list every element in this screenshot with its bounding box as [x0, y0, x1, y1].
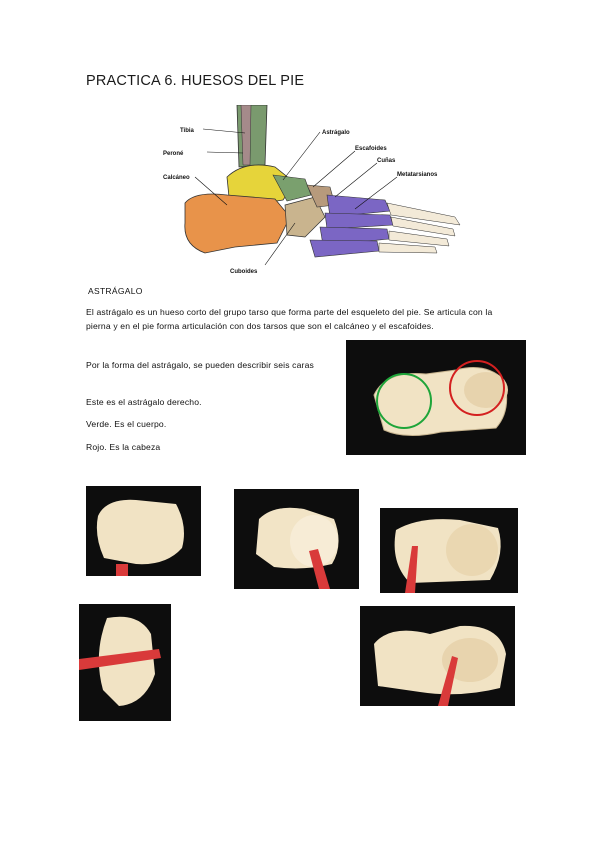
- faces-text: Por la forma del astrágalo, se pueden describir seis caras: [86, 360, 314, 370]
- talus-photo-4: [79, 604, 171, 721]
- talus-photo-main: [346, 340, 526, 455]
- foot-anatomy-diagram: [155, 105, 475, 280]
- fibula-bone: [241, 105, 251, 165]
- metatarsal-4: [310, 240, 379, 257]
- label-cunas: Cuñas: [377, 158, 396, 164]
- label-astragalo: Astrágalo: [322, 130, 350, 136]
- phalanx-4: [379, 243, 437, 253]
- label-escafoides: Escafoides: [355, 146, 387, 152]
- red-text: Rojo. Es la cabeza: [86, 442, 161, 452]
- talus-photo-2: [234, 489, 359, 589]
- intro-paragraph: El astrágalo es un hueso corto del grupo tarso que forma parte del esqueleto del pie. Se articula con la pierna y en el pie forma articulación con dos tarsos que son el calcáneo y el escafoides.: [86, 307, 493, 331]
- label-calcaneo: Calcáneo: [163, 175, 190, 181]
- label-tibia: Tibia: [180, 128, 194, 134]
- talus-photo-1: [86, 486, 201, 576]
- green-text: Verde. Es el cuerpo.: [86, 419, 167, 429]
- label-perone: Peroné: [163, 151, 184, 157]
- label-cuboides: Cuboides: [230, 269, 258, 275]
- label-metatarsianos: Metatarsianos: [397, 172, 438, 178]
- page-title: PRACTICA 6. HUESOS DEL PIE: [86, 73, 305, 89]
- side-text: Este es el astrágalo derecho.: [86, 397, 202, 407]
- section-heading: ASTRÁGALO: [88, 286, 143, 296]
- talus-photo-5: [360, 606, 515, 706]
- talus-photo-3: [380, 508, 518, 593]
- calcaneus-bone: [185, 194, 290, 253]
- metatarsal-2: [325, 213, 393, 229]
